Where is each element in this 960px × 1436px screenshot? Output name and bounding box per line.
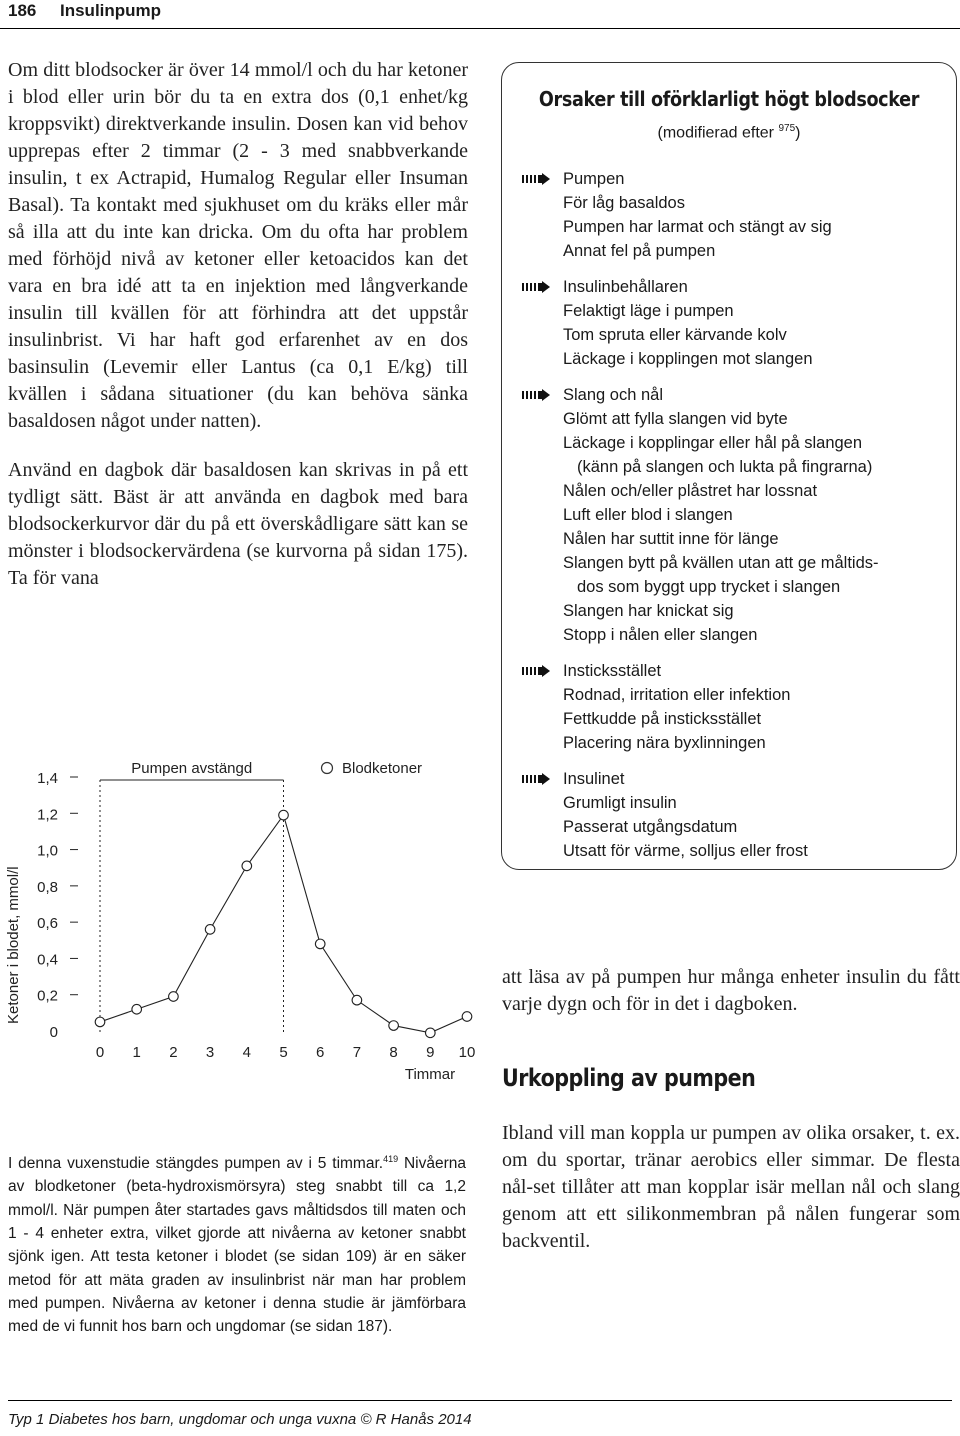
cause-group-label: Insulinbehållaren [563, 278, 688, 296]
x-tick-label: 2 [169, 1044, 178, 1061]
x-tick-label: 9 [426, 1044, 435, 1061]
x-tick-label: 8 [389, 1044, 398, 1061]
paragraph: Om ditt blodsocker är över 14 mmol/l och du har ketoner i blod eller urin bör du ta en extra dos (0,1 enhet/kg kroppsvikt) direktverkande insulin. Dosen kan vid behov upprepas efter 2 timmar (2 - 3 med snabbverkande insulin, t ex Actrapid, Humalog Regular eller Insuman Basal). Ta kontakt med sjukhuset om du kräks eller mår så illa att du inte kan dricka. Om du ofta har problem med förhöjd nivå av ketoner eller ketoacidos kan det vara en bra idé att ta en injektion med långverkande insulin till kvällen för att förhindra att det uppstår insulinbrist. Vi har haft god erfarenhet av en dos basinsulin (Levemir eller Lantus (ca 0,1 E/kg) till kvällen i sådana situationer (du kan behöva sänka basaldosen något under natten). [8, 59, 468, 432]
reference-number: 975 [778, 123, 796, 134]
arrow-icon [522, 665, 552, 677]
cause-group-label: Insticksstället [563, 662, 662, 680]
section-title: Insulinpump [60, 1, 162, 20]
box-subtitle-end: ) [795, 124, 801, 142]
chart-caption [8, 1148, 466, 1339]
data-point [315, 939, 325, 949]
left-column-text [8, 57, 468, 614]
x-tick-label: 5 [279, 1044, 288, 1061]
arrow-icon [522, 389, 552, 401]
legend-marker [322, 763, 333, 774]
y-tick-label: 1,2 [37, 806, 58, 824]
x-tick-label: 4 [242, 1044, 251, 1061]
data-point [426, 1028, 436, 1038]
cause-group [516, 383, 946, 647]
causes-box [501, 62, 957, 870]
cause-item: Fettkudde på insticksstället [563, 710, 762, 728]
data-point [389, 1021, 399, 1031]
cause-group [516, 767, 946, 863]
cause-item: Glömt att fylla slangen vid byte [563, 410, 788, 428]
cause-item: dos som byggt upp trycket i slangen [577, 578, 841, 596]
y-tick-label: 0,6 [37, 915, 58, 933]
data-point [169, 992, 179, 1002]
reference-number: 419 [383, 1154, 399, 1164]
data-point [279, 810, 289, 820]
paragraph: Ibland vill man koppla ur pumpen av olika orsaker, t. ex. om du sportar, tränar aerobics eller simmar. De flesta nål-set tillåter att man kopplar isär mellan nål och slang genom att ett silikonmembran på nålen fungerar som backventil. [502, 1122, 960, 1252]
cause-item: Slangen har knickat sig [563, 602, 734, 620]
annotation-label: Pumpen avstängd [131, 760, 253, 777]
data-point [242, 861, 252, 871]
y-tick-label: 0,4 [37, 951, 58, 969]
x-tick-label: 10 [458, 1044, 476, 1061]
cause-group-heading [516, 767, 946, 791]
cause-item: Nålen och/eller plåstret har lossnat [563, 482, 818, 500]
cause-item: Luft eller blod i slangen [563, 506, 733, 524]
cause-item: Pumpen har larmat och stängt av sig [563, 218, 832, 236]
paragraph: Använd en dagbok där basaldosen kan skrivas in på ett tydligt sätt. Bäst är att använda en dagbok med bara blodsockerkurvor där du på ett överskådligare sätt kan se mönster i blodsockervärdena (se kurvorna på sidan 175). Ta för vana [8, 459, 468, 589]
data-point [132, 1004, 142, 1014]
cause-group [516, 167, 946, 263]
cause-item: Stopp i nålen eller slangen [563, 626, 758, 644]
box-subtitle-text: (modifierad efter [657, 124, 779, 142]
cause-item: Annat fel på pumpen [563, 242, 716, 260]
data-point [462, 1012, 472, 1022]
cause-item: Slangen bytt på kvällen utan att ge måltids- [563, 554, 879, 572]
cause-group-heading [516, 659, 946, 683]
data-point [205, 925, 215, 935]
cause-item: Läckage i kopplingar eller hål på slangen [563, 434, 863, 452]
caption-text-rest: Nivåerna av blodketoner (beta-hydroxismörsyra) steg snabbt till ca 1,2 mmol/l. När pumpen åter startades gavs måltidsdos till maten och 1 - 4 enheter extra, vilket gjorde att nivåerna av ketoner snabbt sjönk igen. Att testa ketoner i blodet (se sidan 109) är en säker metod för att mäta graden av insulinbrist när man har problem med pumpen. Nivåerna av ketoner i denna studie är jämförbara med de vi funnit hos barn och ungdomar (se sidan 187). [8, 1155, 466, 1336]
page-header [0, 0, 960, 29]
cause-item: (känn på slangen och lukta på fingrarna) [577, 458, 873, 476]
data-point [95, 1017, 105, 1027]
box-subtitle [502, 123, 956, 142]
x-tick-label: 1 [132, 1044, 141, 1061]
cause-item: Tom spruta eller kärvande kolv [563, 326, 787, 344]
x-axis-label: Timmar [404, 1066, 456, 1083]
arrow-icon [522, 281, 552, 293]
y-tick-label: 1,4 [37, 770, 58, 787]
cause-item: Placering nära byxlinningen [563, 734, 766, 752]
caption-text: I denna vuxenstudie stängdes pumpen av i 5 timmar. [8, 1155, 384, 1173]
cause-list [516, 167, 946, 875]
box-title: Orsaker till oförklarligt högt blodsocker [538, 87, 920, 111]
y-axis-label: Ketoner i blodet, mmol/l [5, 866, 22, 1024]
page-number: 186 [8, 1, 37, 20]
legend-label: Blodketoner [342, 760, 423, 777]
cause-item: Läckage i kopplingen mot slangen [563, 350, 813, 368]
cause-group [516, 275, 946, 371]
y-tick-label: 0 [49, 1024, 58, 1041]
page-footer: Typ 1 Diabetes hos barn, ungdomar och unga vuxna © R Hanås 2014 [8, 1411, 472, 1428]
cause-group-heading [516, 167, 946, 191]
x-tick-label: 7 [352, 1044, 362, 1061]
cause-item: Grumligt insulin [563, 794, 677, 812]
right-column-text [502, 964, 960, 1040]
cause-item: Passerat utgångsdatum [563, 818, 738, 836]
cause-item: Nålen har suttit inne för länge [563, 530, 779, 548]
cause-group-label: Slang och nål [563, 386, 663, 404]
paragraph: att läsa av på pumpen hur många enheter insulin du fått varje dygn och för in det i dagboken. [502, 966, 960, 1015]
cause-item: Utsatt för värme, solljus eller frost [563, 842, 808, 860]
cause-group [516, 659, 946, 755]
x-tick-label: 6 [316, 1044, 325, 1061]
right-column-text-2 [502, 1120, 960, 1277]
section-heading: Urkoppling av pumpen [502, 1064, 756, 1092]
ketone-chart [0, 740, 490, 1100]
y-tick-label: 1,0 [37, 842, 58, 860]
cause-group-label: Insulinet [563, 770, 625, 788]
x-tick-label: 0 [95, 1044, 105, 1061]
arrow-icon [522, 173, 552, 185]
cause-group-label: Pumpen [563, 170, 625, 188]
cause-item: Rodnad, irritation eller infektion [563, 686, 791, 704]
y-tick-label: 0,8 [37, 878, 58, 896]
footer-divider [8, 1400, 952, 1401]
cause-group-heading [516, 275, 946, 299]
y-tick-label: 0,2 [37, 987, 58, 1005]
arrow-icon [522, 773, 552, 785]
cause-group-heading [516, 383, 946, 407]
cause-item: Felaktigt läge i pumpen [563, 302, 734, 320]
data-point [352, 995, 362, 1005]
cause-item: För låg basaldos [563, 194, 685, 212]
x-tick-label: 3 [205, 1044, 215, 1061]
